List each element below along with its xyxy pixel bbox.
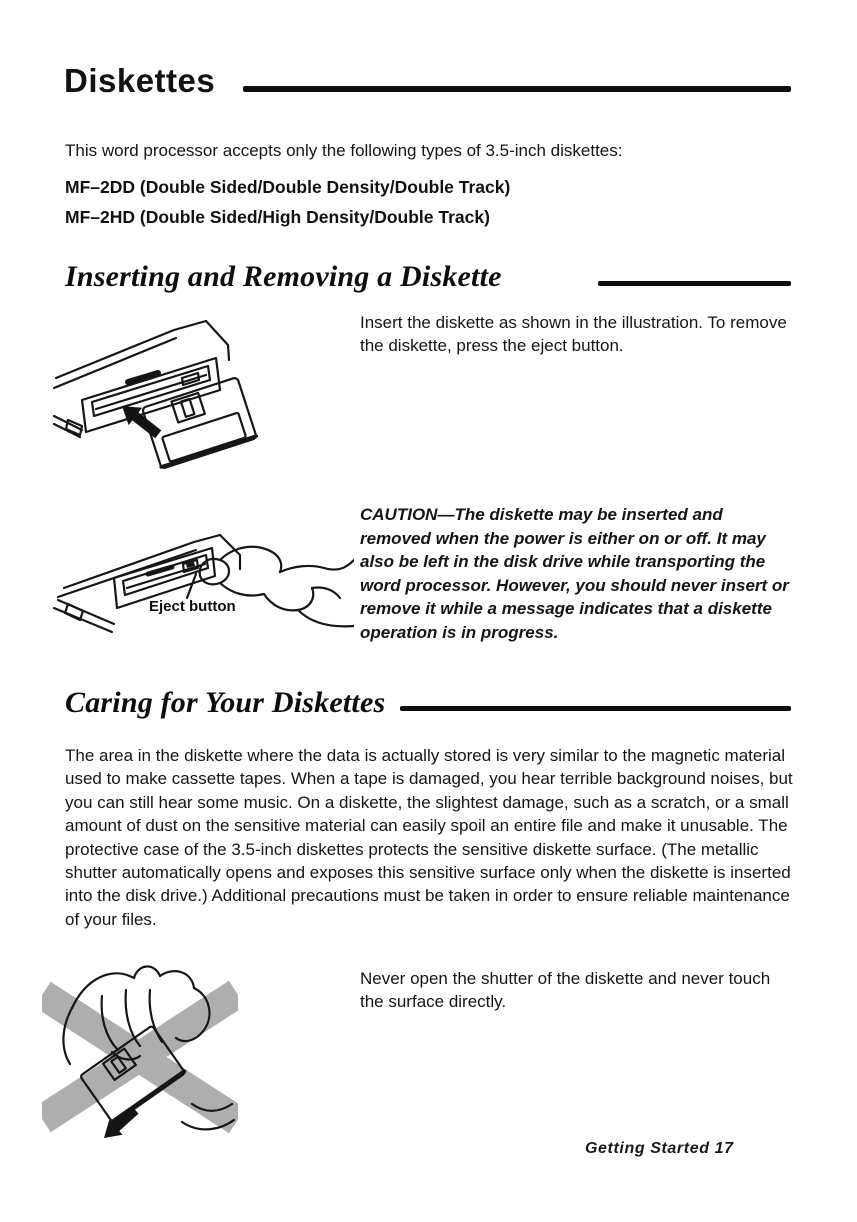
disk-type-mf2dd: MF–2DD (Double Sided/Double Density/Double Track) (65, 177, 511, 197)
caring-paragraph: The area in the diskette where the data is actually stored is very similar to the magnetic material used to make cassette tapes. When a tape is damaged, you hear terrible background noises, but you can still hear some music. On a diskette, the slightest damage, such as a scratch, or a small amount of dust on the sensitive material can easily spoil an entire file and make it unusable. The protective case of the 3.5-inch diskettes protects the sensitive diskette surface. (The metallic shutter automatically opens and exposes this sensitive surface only when the diskette is inserted into the disk drive.) Additional precautions must be taken in order to ensure reliable maintenance of your files. (65, 746, 793, 929)
section-rule-2 (400, 706, 791, 711)
no-open-shutter-figure (42, 956, 238, 1156)
intro-text: This word processor accepts only the following types of 3.5-inch diskettes: (65, 141, 623, 160)
section-title-caring: Caring for Your Diskettes (65, 686, 386, 719)
eject-button-label: Eject button (149, 598, 236, 615)
section-title-inserting-removing: Inserting and Removing a Diskette (65, 260, 502, 293)
disk-type-mf2hd: MF–2HD (Double Sided/High Density/Double Track) (65, 207, 490, 227)
title-rule (243, 86, 791, 92)
caution-text: CAUTION—The diskette may be inserted and removed when the power is either on or off. It may also be left in the disk drive while transporting the word processor. However, you should never insert or remove it while a message indicates that a diskette operation is in progress. (360, 505, 789, 642)
section-rule-1 (598, 281, 791, 286)
shutter-warning-text: Never open the shutter of the diskette and never touch the surface directly. (360, 969, 771, 1011)
eject-button-figure (48, 502, 354, 662)
page-title: Diskettes (64, 62, 216, 99)
inserting-instruction-text: Insert the diskette as shown in the illustration. To remove the diskette, press the eject button. (360, 313, 787, 355)
insert-diskette-figure (52, 314, 272, 482)
page-footer: Getting Started 17 (585, 1140, 734, 1157)
